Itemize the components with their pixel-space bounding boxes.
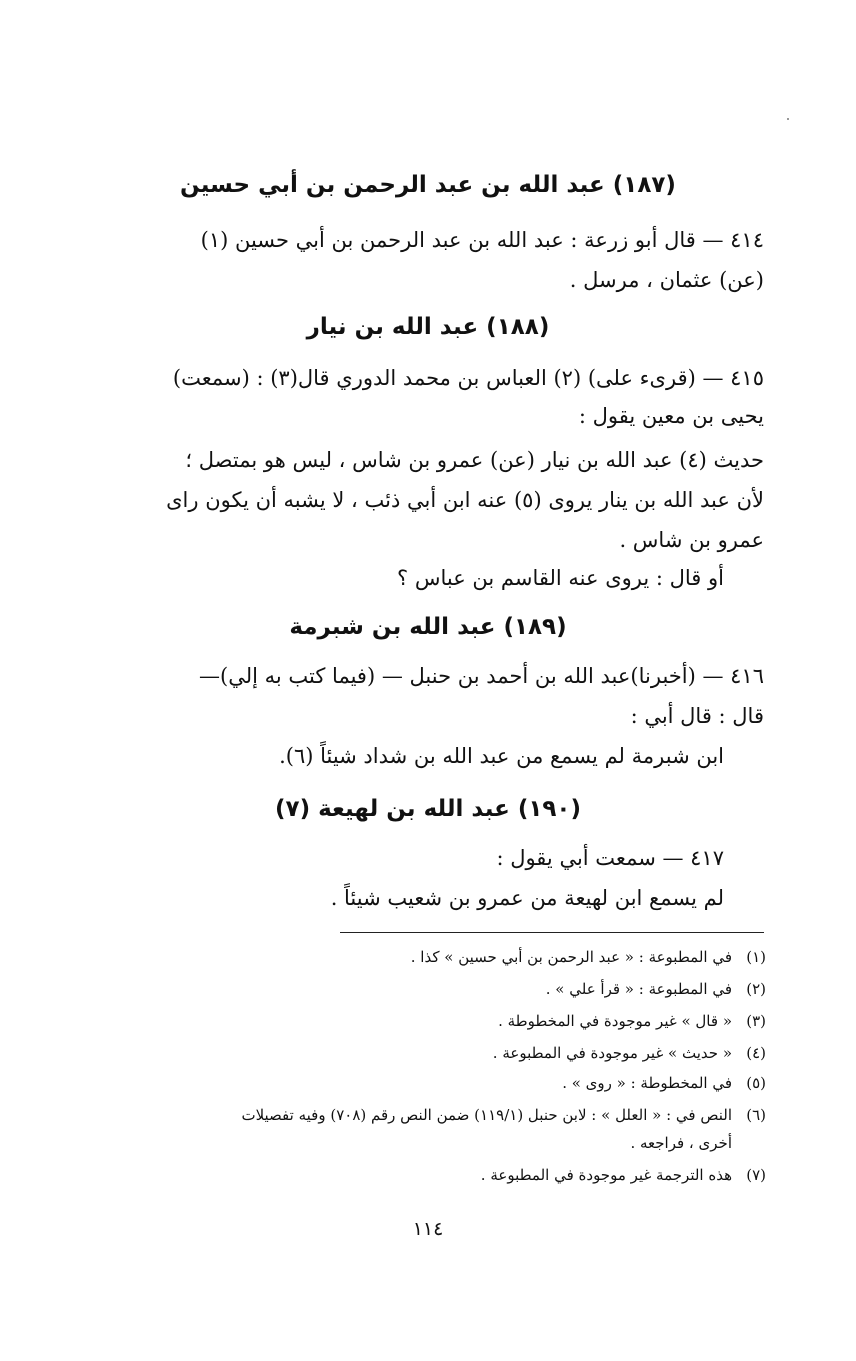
footnote-number: (٦)	[746, 1106, 766, 1124]
scan-mark	[787, 118, 789, 120]
footnote-text: هذه الترجمة غير موجودة في المطبوعة .	[480, 1166, 732, 1184]
entry-heading: (١٩٠) عبد الله بن لهيعة (٧)	[275, 796, 581, 822]
footnote-text: في المطبوعة : « عبد الرحمن بن أبي حسين » كذا .	[410, 948, 732, 966]
paragraph-line: لأن عبد الله بن ينار يروى (٥) عنه ابن أبي ذئب ، لا يشبه أن يكون راى	[166, 488, 764, 512]
paragraph-line: عمرو بن شاس .	[619, 528, 764, 552]
footnote-text: النص في : « العلل » : لابن حنبل (١١٩/١) ضمن النص رقم (٧٠٨) وفيه تفصيلات	[241, 1106, 732, 1124]
footnote	[92, 980, 766, 998]
footnote-continuation: أخرى ، فراجعه .	[630, 1134, 732, 1152]
entry-heading: (١٨٩) عبد الله بن شبرمة	[289, 614, 567, 640]
footnote-divider	[340, 932, 764, 933]
entry-heading: (١٨٧) عبد الله بن عبد الرحمن بن أبي حسين	[180, 172, 676, 198]
paragraph-line: ٤١٥ — (قرىء على) (٢) العباس بن محمد الدوري قال(٣) : (سمعت)	[172, 366, 764, 390]
footnote-number: (٧)	[746, 1166, 766, 1184]
footnote-number: (٣)	[746, 1012, 766, 1030]
footnote	[92, 1106, 766, 1124]
footnote-number: (٢)	[746, 980, 766, 998]
footnote-text: « حديث » غير موجودة في المطبوعة .	[492, 1044, 732, 1062]
footnote	[92, 948, 766, 966]
footnote	[92, 1012, 766, 1030]
paragraph-line: ٤١٤ — قال أبو زرعة : عبد الله بن عبد الرحمن بن أبي حسين (١)	[200, 228, 764, 252]
footnote-number: (٤)	[746, 1044, 766, 1062]
paragraph-line: أو قال : يروى عنه القاسم بن عباس ؟	[397, 566, 724, 590]
entry-heading: (١٨٨) عبد الله بن نيار	[306, 314, 550, 340]
footnote	[92, 1074, 766, 1092]
paragraph-line: ابن شبرمة لم يسمع من عبد الله بن شداد شيئاً (٦).	[279, 744, 724, 768]
footnote-number: (١)	[746, 948, 766, 966]
footnote-text: في المخطوطة : « روى » .	[562, 1074, 732, 1092]
paragraph-line: حديث (٤) عبد الله بن نيار (عن) عمرو بن شاس ، ليس هو بمتصل ؛	[185, 448, 764, 472]
paragraph-line: قال : قال أبي :	[630, 704, 764, 728]
paragraph-line: ٤١٦ — (أخبرنا)عبد الله بن أحمد بن حنبل — (فيما كتب به إلي)—	[199, 664, 764, 688]
paragraph-line: (عن) عثمان ، مرسل .	[569, 268, 764, 292]
footnote-number: (٥)	[746, 1074, 766, 1092]
paragraph-line: ٤١٧ — سمعت أبي يقول :	[496, 846, 724, 870]
footnote	[92, 1044, 766, 1062]
paragraph-line: لم يسمع ابن لهيعة من عمرو بن شعيب شيئاً .	[330, 886, 724, 910]
footnote-text: في المطبوعة : « قرأ علي » .	[545, 980, 732, 998]
paragraph-line: يحيى بن معين يقول :	[578, 404, 764, 428]
footnote	[92, 1166, 766, 1184]
footnote-text: « قال » غير موجودة في المخطوطة .	[498, 1012, 732, 1030]
page-number: ١١٤	[412, 1218, 444, 1240]
